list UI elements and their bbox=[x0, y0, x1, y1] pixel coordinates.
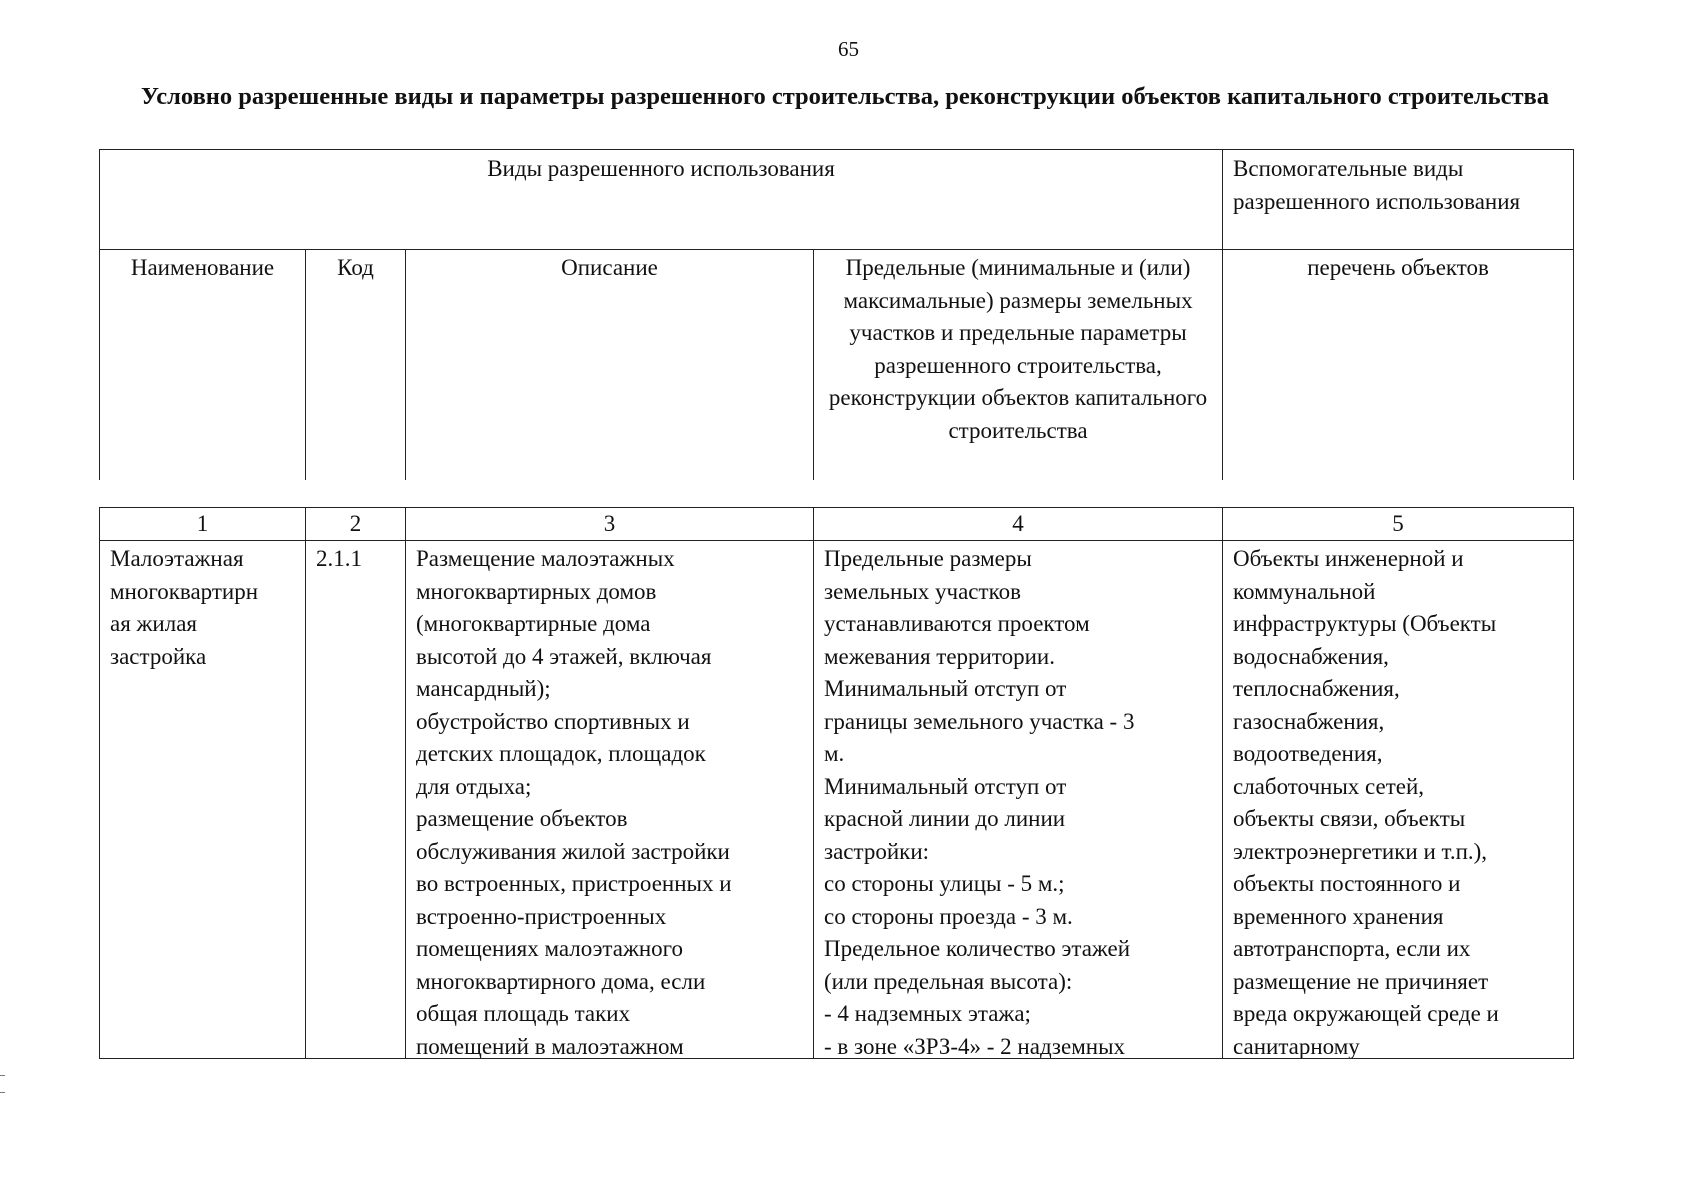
column-number: 5 bbox=[1223, 508, 1574, 541]
cell-line: м. bbox=[824, 741, 845, 766]
cell-line: - 4 надземных этажа; bbox=[824, 1001, 1031, 1026]
column-number: 4 bbox=[814, 508, 1223, 541]
cell-line: Размещение малоэтажных bbox=[416, 546, 675, 571]
cell-auxiliary-lines bbox=[1233, 543, 1563, 1058]
cell-line: во встроенных, пристроенных и bbox=[416, 871, 732, 896]
cell-line: встроенно-пристроенных bbox=[416, 903, 667, 929]
cell-line: водоснабжения, bbox=[1233, 643, 1389, 669]
page-number: 65 bbox=[838, 37, 859, 61]
cell-line: устанавливаются проектом bbox=[824, 611, 1090, 636]
cell-line: размещение объектов bbox=[416, 806, 628, 831]
cell-line: Минимальный отступ от bbox=[824, 676, 1067, 701]
cell-line: коммунальной bbox=[1233, 578, 1376, 604]
header-col-code: Код bbox=[306, 250, 406, 481]
header-col-parameters: Предельные (минимальные и (или) максимальные) размеры земельных участков и предельные параметры разрешенного строительства, реконструкции объектов капитального строительства bbox=[814, 250, 1223, 481]
cell-line: инфраструктуры (Объекты bbox=[1233, 611, 1497, 636]
cell-line: объекты постоянного и bbox=[1233, 871, 1461, 896]
header-columns-row bbox=[100, 250, 1574, 481]
cell-line: теплоснабжения, bbox=[1233, 676, 1400, 701]
cell-line: межевания территории. bbox=[824, 643, 1055, 669]
cell-line: автотранспорта, если их bbox=[1233, 936, 1471, 961]
cell-line: обслуживания жилой застройки bbox=[416, 838, 730, 864]
header-col-objects: перечень объектов bbox=[1223, 250, 1574, 481]
cell-parameters-lines bbox=[824, 543, 1212, 1058]
cell-line: Объекты инженерной и bbox=[1233, 546, 1464, 571]
cell-line: водоотведения, bbox=[1233, 741, 1383, 766]
cell-line: вреда окружающей среде и bbox=[1233, 1001, 1499, 1026]
cell-line: (многоквартирные дома bbox=[416, 611, 651, 636]
cell-code: 2.1.1 bbox=[306, 541, 406, 1059]
cell-line: со стороны проезда - 3 м. bbox=[824, 903, 1073, 929]
cell-line: со стороны улицы - 5 м.; bbox=[824, 871, 1065, 896]
cell-line: Предельное количество этажей bbox=[824, 936, 1131, 961]
cell-name bbox=[100, 541, 306, 1059]
cell-line: обустройство спортивных и bbox=[416, 708, 690, 734]
cell-line: для отдыха; bbox=[416, 773, 532, 799]
cell-line: Малоэтажная bbox=[110, 546, 244, 571]
cell-line: Предельные размеры bbox=[824, 546, 1032, 571]
cell-line: многоквартирных домов bbox=[416, 578, 657, 604]
header-col-name: Наименование bbox=[100, 250, 306, 481]
cell-line: общая площадь таких bbox=[416, 1001, 631, 1026]
header-group-row bbox=[100, 150, 1574, 250]
cell-line: застройка bbox=[110, 643, 207, 669]
column-number: 2 bbox=[306, 508, 406, 541]
cell-line: газоснабжения, bbox=[1233, 708, 1385, 734]
cell-description-lines bbox=[416, 543, 803, 1058]
header-group-label: Виды разрешенного использования bbox=[100, 150, 1223, 250]
cell-name-lines bbox=[110, 543, 295, 1058]
cell-line: границы земельного участка - 3 bbox=[824, 708, 1135, 734]
cell-line: объекты связи, объекты bbox=[1233, 806, 1466, 831]
cell-line: помещений в малоэтажном bbox=[416, 1033, 684, 1058]
cell-line: (или предельная высота): bbox=[824, 968, 1073, 994]
cell-line: слаботочных сетей, bbox=[1233, 773, 1425, 799]
cell-line: красной линии до линии bbox=[824, 806, 1066, 831]
column-number: 1 bbox=[100, 508, 306, 541]
cell-auxiliary bbox=[1223, 541, 1574, 1059]
cell-line: помещениях малоэтажного bbox=[416, 936, 684, 961]
cell-line: электроэнергетики и т.п.), bbox=[1233, 838, 1488, 864]
header-col-description: Описание bbox=[406, 250, 814, 481]
header-auxiliary-label: Вспомогательные виды разрешенного использования bbox=[1223, 150, 1574, 250]
column-number-row bbox=[100, 508, 1574, 541]
cell-line: многоквартирн bbox=[110, 578, 259, 604]
table-body bbox=[99, 507, 1574, 1059]
cell-line: детских площадок, площадок bbox=[416, 741, 706, 766]
column-number: 3 bbox=[406, 508, 814, 541]
table-header bbox=[99, 149, 1574, 480]
cell-line: застройки: bbox=[824, 838, 930, 864]
cell-line: ая жилая bbox=[110, 611, 198, 636]
scan-edge-mark bbox=[0, 1075, 5, 1093]
cell-line: санитарному bbox=[1233, 1033, 1360, 1058]
cell-line: высотой до 4 этажей, включая bbox=[416, 643, 712, 669]
cell-line: мансардный); bbox=[416, 676, 551, 701]
cell-line: многоквартирного дома, если bbox=[416, 968, 706, 994]
table-row bbox=[100, 541, 1574, 1059]
cell-parameters bbox=[814, 541, 1223, 1059]
cell-line: земельных участков bbox=[824, 578, 1021, 604]
cell-description bbox=[406, 541, 814, 1059]
document-title: Условно разрешенные виды и параметры разрешенного строительства, реконструкции объектов капитального строительства bbox=[140, 83, 1550, 110]
cell-line: размещение не причиняет bbox=[1233, 968, 1489, 994]
cell-line: - в зоне «ЗРЗ-4» - 2 надземных bbox=[824, 1033, 1126, 1058]
cell-line: Минимальный отступ от bbox=[824, 773, 1067, 799]
cell-line: временного хранения bbox=[1233, 903, 1444, 929]
